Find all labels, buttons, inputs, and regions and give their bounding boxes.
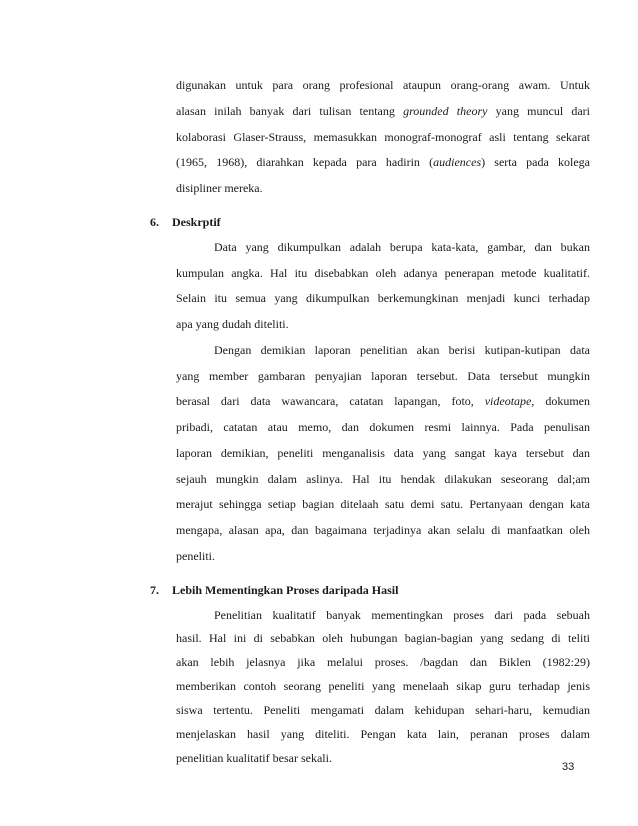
intro-line-3: kolaborasi Glaser-Strauss, memasukkan monograf-monograf asli tentang sekarat (176, 130, 590, 144)
s7-p1-line-3: akan lebih jelasnya jika melalui proses. /bagdan dan Biklen (1982:29) (176, 655, 590, 669)
s6-p2-line-2: yang member gambaran penyajian laporan tersebut. Data tersebut mungkin (176, 369, 590, 383)
s6-p2-line-6: sejauh mungkin dalam aslinya. Hal itu hendak dilakukan seseorang dal;am (176, 472, 590, 486)
s7-p1-line-4: memberikan contoh seorang peneliti yang menelaah sikap guru terhadap jenis (176, 679, 590, 693)
section-6-title: Deskrptif (172, 215, 221, 229)
intro-italic-audiences: audiences (433, 155, 482, 169)
section-6-heading (150, 215, 221, 229)
s7-p1-line-5: siswa tertentu. Peneliti mengamati dalam kehidupan sehari-haru, kemudian (176, 703, 590, 717)
s7-p1-line-2: hasil. Hal ini di sebabkan oleh hubungan bagian-bagian yang sedang di teliti (176, 631, 590, 645)
s6-p1-line-2: kumpulan angka. Hal itu disebabkan oleh adanya penerapan metode kualitatif. (176, 266, 590, 280)
s6-p2-line-4: pribadi, catatan atau memo, dan dokumen resmi lainnya. Pada penulisan (176, 420, 590, 434)
intro-italic-term: grounded theory (403, 104, 488, 118)
s6-p2-line-9: peneliti. (176, 549, 215, 563)
intro-line-1: digunakan untuk para orang profesional ataupun orang-orang awam. Untuk (176, 78, 590, 92)
section-7-heading (150, 583, 398, 597)
section-6-number: 6. (150, 215, 159, 229)
s6-p2-line-3 (176, 394, 590, 408)
s6-p2-line-5: laporan demikian, peneliti menganalisis data yang sangat kaya tersebut dan (176, 446, 590, 460)
s6-p2-line-1: Dengan demikian laporan penelitian akan berisi kutipan-kutipan data (214, 343, 590, 357)
intro-line-4-tail: ) serta pada kolega (481, 155, 590, 169)
intro-line-2-text: alasan inilah banyak dari tulisan tentang (176, 104, 395, 118)
s6-p2-line-7: merajut sehingga setiap bagian ditelaah satu demi satu. Pertanyaan dengan kata (176, 497, 590, 511)
s7-p1-line-1: Penelitian kualitatif banyak mementingkan proses dari pada sebuah (214, 608, 590, 622)
s6-p1-line-3: Selain itu semua yang dikumpulkan berkemungkinan menjadi kunci terhadap (176, 291, 590, 305)
s6-p1-line-4: apa yang dudah diteliti. (176, 317, 289, 331)
s7-p1-line-7: penelitian kualitatif besar sekali. (176, 751, 332, 765)
s6-italic-videotape: videotape (484, 394, 532, 408)
s6-p1-line-1: Data yang dikumpulkan adalah berupa kata-kata, gambar, dan bukan (214, 240, 590, 254)
intro-line-5: disipliner mereka. (176, 181, 263, 195)
intro-line-4 (176, 155, 590, 169)
s6-p2-line-3-text: berasal dari data wawancara, catatan lapangan, foto, (176, 394, 474, 408)
s7-p1-line-6: menjelaskan hasil yang diteliti. Pengan kata lain, peranan proses dalam (176, 727, 590, 741)
page-number: 33 (562, 761, 575, 773)
section-7-number: 7. (150, 583, 159, 597)
intro-line-4-text: (1965, 1968), diarahkan kepada para hadirin ( (176, 155, 434, 169)
section-7-title: Lebih Mementingkan Proses daripada Hasil (172, 583, 399, 597)
intro-line-2-tail: yang muncul dari (487, 104, 591, 118)
s6-p2-line-3-tail: , dokumen (531, 394, 590, 408)
s6-p2-line-8: mengapa, alasan apa, dan bagaimana terjadinya akan selalu di manfaatkan oleh (176, 523, 590, 537)
intro-line-2 (176, 104, 590, 118)
